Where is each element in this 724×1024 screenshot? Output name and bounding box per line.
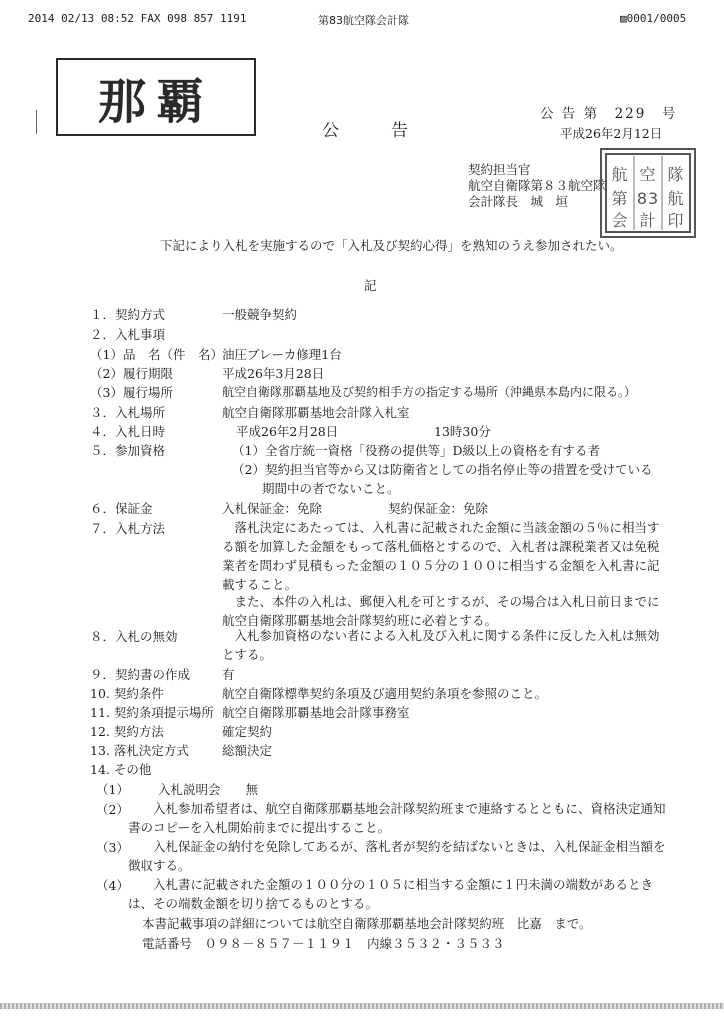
item6-label: ６．保証金 [90, 501, 153, 516]
item8-label: ８．入札の無効 [90, 629, 178, 644]
item3-label: ３．入札場所 [90, 405, 166, 420]
item4-date: 平成26年2月28日 [236, 424, 339, 439]
item6-contract-deposit: 契約保証金：免除 [388, 501, 489, 516]
item5-label: ５．参加資格 [90, 443, 166, 458]
item4-time: 13時30分 [434, 424, 491, 439]
item1-value: 一般競争契約 [222, 307, 298, 322]
other3-text: 入札保証金の納付を免除してあるが、落札者が契約を結ばないときは、入札保証金相当額を徴収する。 [128, 839, 666, 873]
contact-line-1: 本書記載事項の詳細については航空自衛隊那覇基地会計隊契約班 比嘉 まで。 [142, 916, 592, 931]
item2a-value: 油圧ブレーカ修理1台 [222, 347, 342, 362]
item13-value: 総額決定 [222, 743, 273, 758]
other2-number: （2） [96, 802, 129, 817]
issuer-line-3: 会計隊長 城 垣 [468, 194, 569, 209]
svg-text:会: 会 [611, 211, 629, 230]
notice-title: 公 告 [322, 121, 414, 141]
item4-label: ４．入札日時 [90, 424, 166, 439]
other2-text: 入札参加希望者は、航空自衛隊那覇基地会計隊契約班まで連絡するとともに、資格決定通知書のコピーを入札開始前までに提出すること。 [128, 801, 666, 835]
item7-text-2: また、本件の入札は、郵便入札を可とするが、その場合は入札日前日までに航空自衛隊那覇基地会計隊契約班に必着とする。 [222, 594, 660, 628]
svg-text:隊: 隊 [667, 165, 685, 184]
seal-graphic [604, 152, 692, 234]
fax-header-left: 2014 02/13 08:52 FAX 098 857 1191 [28, 12, 247, 25]
item2c-value: 航空自衛隊那覇基地及び契約相手方の指定する場所（沖縄県本島内に限る。） [222, 385, 637, 399]
other3-number: （3） [96, 840, 129, 855]
item2a-label: （1）品 名（件 名） [90, 347, 223, 362]
item13-label: 13. 落札決定方式 [90, 743, 189, 758]
item2-label: ２．入札事項 [90, 327, 166, 342]
svg-text:83: 83 [636, 189, 660, 208]
notice-date: 平成26年2月12日 [560, 126, 663, 141]
item5-2a: （2）契約担当官等から又は防衛省としての指名停止等の措置を受けている [232, 462, 653, 477]
svg-text:計: 計 [639, 211, 657, 230]
item10-value: 航空自衛隊標準契約条項及び適用契約条項を参照のこと。 [222, 686, 548, 701]
svg-text:航: 航 [667, 189, 685, 208]
item7-text: 落札決定にあたっては、入札書に記載された金額に当該金額の５％に相当する額を加算した金額をもって落札価格とするので、入札者は課税業者又は免税業者を問わず見積もった金額の１０５分の１００に相当する金額を入札書に記載すること。 [222, 520, 660, 592]
svg-text:印: 印 [667, 211, 685, 230]
svg-text:空: 空 [639, 165, 657, 184]
issuer-line-2: 航空自衛隊第８３航空隊 [468, 178, 606, 193]
other4-number: （4） [96, 878, 129, 893]
scan-mark [36, 110, 40, 134]
notice-number: 公 告 第 229 号 [540, 106, 678, 122]
scan-edge-line [0, 1003, 724, 1009]
item8-text: 入札参加資格のない者による入札及び入札に関する条件に反した入札は無効とする。 [222, 628, 660, 662]
item2c-label: （3）履行場所 [90, 385, 173, 400]
item14-label: 14. その他 [90, 762, 152, 777]
item11-value: 航空自衛隊那覇基地会計隊事務室 [222, 705, 410, 720]
contact-line-2: 電話番号 ０９８－８５７－１１９１ 内線３５３２・３５３３ [142, 936, 505, 951]
item2b-value: 平成26年3月28日 [222, 366, 325, 381]
item3-value: 航空自衛隊那覇基地会計隊入札室 [222, 405, 410, 420]
other4-text: 入札書に記載された金額の１００分の１０５に相当する金額に１円未満の端数があるときは、その端数金額を切り捨てるものとする。 [128, 877, 654, 911]
item9-label: ９．契約書の作成 [90, 667, 191, 682]
item12-label: 12. 契約方法 [90, 724, 164, 739]
fax-icon: ▨ [620, 12, 627, 25]
item11-label: 11. 契約条項提示場所 [90, 705, 214, 720]
fax-header-center: 第83航空隊会計隊 [318, 14, 409, 27]
item6-bid-deposit: 入札保証金：免除 [222, 501, 323, 516]
naha-stamp [56, 58, 256, 136]
item12-value: 確定契約 [222, 724, 273, 739]
item2b-label: （2）履行期限 [90, 366, 173, 381]
svg-text:航: 航 [611, 165, 629, 184]
naha-stamp-text: 那覇 [97, 73, 214, 130]
item1-label: １．契約方式 [90, 307, 166, 322]
svg-text:第: 第 [611, 189, 629, 208]
item10-label: 10. 契約条件 [90, 686, 164, 701]
issuer-line-1: 契約担当官 [468, 162, 531, 177]
ki-heading: 記 [364, 278, 377, 293]
other1-text: 入札説明会 無 [158, 782, 259, 797]
other1-number: （1） [96, 782, 129, 797]
fax-header-right: ▨0001/0005 [620, 12, 687, 25]
intro-text: 下記により入札を実施するので「入札及び契約心得」を熟知のうえ参加されたい。 [160, 238, 623, 253]
item5-1: （1）全省庁統一資格「役務の提供等」D級以上の資格を有する者 [232, 443, 600, 458]
item7-label: ７．入札方法 [90, 521, 166, 536]
official-seal [600, 148, 696, 238]
item9-value: 有 [222, 667, 235, 682]
item5-2b: 期間中の者でないこと。 [262, 481, 400, 496]
